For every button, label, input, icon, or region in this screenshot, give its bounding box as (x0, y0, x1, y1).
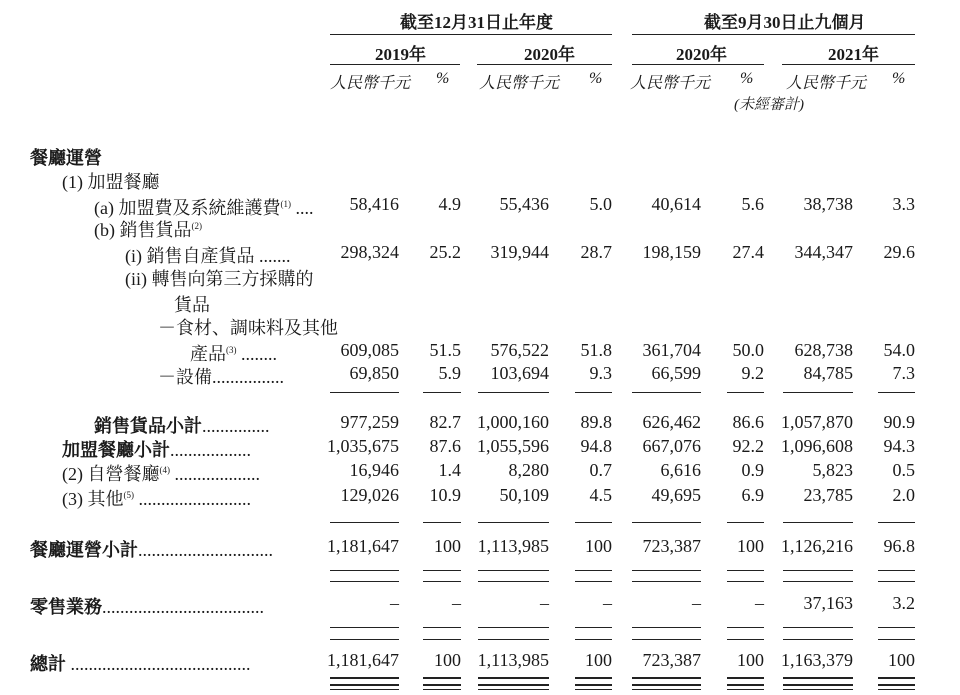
subtotal-rule (575, 570, 612, 571)
total-double-rule (478, 677, 549, 686)
row-label: (1) 加盟餐廳 (62, 172, 160, 192)
value-cell-2021-pct: 2.0 (892, 485, 915, 505)
subtotal-rule (878, 392, 915, 393)
total-double-rule (423, 677, 461, 686)
subtotal-rule (727, 570, 764, 571)
subtotal-rule (478, 570, 549, 571)
value-cell-2020-9m-rmb: 198,159 (642, 242, 701, 262)
value-cell-2020-9m-pct: 6.9 (741, 485, 764, 505)
pct-label-2019: % (436, 70, 450, 87)
subtotal-rule (575, 522, 612, 523)
total-double-rule (878, 677, 915, 686)
subtotal-rule (783, 522, 853, 523)
row-label: (b) 銷售貨品$^{(2)}$ (94, 220, 202, 240)
value-cell-2019-pct: 51.5 (429, 340, 461, 360)
value-cell-2020fy-rmb: 1,113,985 (477, 650, 549, 670)
value-cell-2021-rmb: 1,057,870 (781, 412, 853, 432)
value-cell-2019-rmb: 1,181,647 (327, 536, 399, 556)
value-cell-2020fy-pct: 94.8 (580, 436, 612, 456)
value-cell-2020fy-pct: 100 (585, 650, 612, 670)
subtotal-rule (478, 627, 549, 628)
subtotal-rule (330, 581, 399, 582)
subtotal-rule (632, 581, 701, 582)
value-cell-2019-rmb: 129,026 (340, 485, 399, 505)
value-cell-2021-pct: 3.2 (892, 593, 915, 613)
subtotal-rule (727, 639, 764, 640)
value-cell-2020fy-rmb: 576,522 (490, 340, 549, 360)
value-cell-2020-9m-pct: 86.6 (732, 412, 764, 432)
value-cell-2021-pct: 90.9 (883, 412, 915, 432)
subtotal-rule (330, 392, 399, 393)
total-double-rule (575, 689, 612, 690)
value-cell-2020fy-pct: 89.8 (580, 412, 612, 432)
value-cell-2020-9m-rmb: 66,599 (651, 363, 701, 383)
value-cell-2020-9m-pct: 92.2 (732, 436, 764, 456)
subtotal-rule (727, 392, 764, 393)
subtotal-rule (727, 522, 764, 523)
year-header-2020-9m: 2020年 (676, 45, 727, 64)
value-cell-2019-pct: – (452, 593, 461, 613)
value-cell-2020fy-rmb: 1,113,985 (477, 536, 549, 556)
value-cell-2021-rmb: 344,347 (794, 242, 853, 262)
value-cell-2019-rmb: – (390, 593, 399, 613)
value-cell-2020fy-pct: 9.3 (589, 363, 612, 383)
value-cell-2020fy-pct: 100 (585, 536, 612, 556)
row-label: 貨品 (174, 295, 210, 315)
value-cell-2020-9m-pct: 5.6 (741, 194, 764, 214)
subtotal-rule (878, 570, 915, 571)
value-cell-2019-pct: 82.7 (429, 412, 461, 432)
subtotal-rule (783, 627, 853, 628)
subtotal-rule (783, 392, 853, 393)
value-cell-2020fy-pct: 4.5 (589, 485, 612, 505)
value-cell-2021-rmb: 1,126,216 (781, 536, 853, 556)
row-label: (a) 加盟費及系統維護費$^{(1)}$ .... (94, 198, 314, 218)
value-cell-2021-pct: 100 (888, 650, 915, 670)
subtotal-rule (783, 570, 853, 571)
subtotal-rule (632, 392, 701, 393)
subtotal-rule (783, 639, 853, 640)
value-cell-2019-rmb: 1,035,675 (327, 436, 399, 456)
row-label: (ii) 轉售向第三方採購的 (125, 269, 314, 289)
total-double-rule (783, 689, 853, 690)
total-double-rule (727, 677, 764, 686)
value-cell-2021-rmb: 5,823 (812, 460, 853, 480)
subtotal-rule (727, 581, 764, 582)
value-cell-2021-rmb: 84,785 (803, 363, 853, 383)
subtotal-rule (783, 581, 853, 582)
value-cell-2019-pct: 5.9 (438, 363, 461, 383)
value-cell-2020fy-rmb: 103,694 (490, 363, 549, 383)
row-label: 加盟餐廳小計.................. (62, 440, 251, 460)
value-cell-2020-9m-pct: 9.2 (741, 363, 764, 383)
row-label: －食材、調味料及其他 (158, 318, 338, 338)
row-label: 零售業務.................................... (30, 597, 264, 617)
unit-label-2020-fy: 人民幣千元 (479, 75, 560, 92)
subtotal-rule (330, 570, 399, 571)
subtotal-rule (478, 392, 549, 393)
header-rule-fy (330, 34, 612, 35)
value-cell-2020-9m-rmb: 626,462 (642, 412, 701, 432)
value-cell-2021-rmb: 1,163,379 (781, 650, 853, 670)
value-cell-2019-rmb: 69,850 (349, 363, 399, 383)
value-cell-2020fy-pct: 28.7 (580, 242, 612, 262)
total-double-rule (783, 677, 853, 686)
value-cell-2020-9m-rmb: 723,387 (642, 536, 701, 556)
subtotal-rule (330, 627, 399, 628)
value-cell-2020fy-rmb: 50,109 (499, 485, 549, 505)
value-cell-2020fy-pct: 51.8 (580, 340, 612, 360)
subtotal-rule (330, 522, 399, 523)
value-cell-2020-9m-pct: – (755, 593, 764, 613)
total-double-rule (727, 689, 764, 690)
value-cell-2020-9m-rmb: 723,387 (642, 650, 701, 670)
unit-label-2019: 人民幣千元 (330, 75, 411, 92)
value-cell-2020fy-rmb: 1,055,596 (477, 436, 549, 456)
value-cell-2021-pct: 0.5 (892, 460, 915, 480)
subtotal-rule (632, 570, 701, 571)
subtotal-rule (878, 581, 915, 582)
value-cell-2019-pct: 100 (434, 650, 461, 670)
subtotal-rule (423, 639, 461, 640)
subtotal-rule (423, 392, 461, 393)
row-label: 餐廳運營 (30, 148, 102, 168)
value-cell-2021-pct: 94.3 (883, 436, 915, 456)
value-cell-2020-9m-pct: 100 (737, 650, 764, 670)
value-cell-2021-pct: 96.8 (883, 536, 915, 556)
row-label: (2) 自營餐廳$^{(4)}$ ................... (62, 464, 260, 484)
value-cell-2021-rmb: 37,163 (803, 593, 853, 613)
value-cell-2019-pct: 4.9 (438, 194, 461, 214)
subtotal-rule (878, 627, 915, 628)
subtotal-rule (330, 639, 399, 640)
unaudited-note: (未經審計) (734, 97, 804, 113)
header-rule-9m (632, 34, 915, 35)
subtotal-rule (423, 570, 461, 571)
value-cell-2021-rmb: 38,738 (803, 194, 853, 214)
row-label: 餐廳運營小計.............................. (30, 540, 273, 560)
year-rule-2020-fy (477, 64, 612, 65)
year-header-2021: 2021年 (828, 45, 879, 64)
value-cell-2019-pct: 100 (434, 536, 461, 556)
value-cell-2019-rmb: 1,181,647 (327, 650, 399, 670)
period-header-nine-months: 截至9月30日止九個月 (704, 13, 866, 32)
total-double-rule (330, 677, 399, 686)
subtotal-rule (575, 392, 612, 393)
subtotal-rule (478, 581, 549, 582)
value-cell-2020fy-pct: 5.0 (589, 194, 612, 214)
value-cell-2020fy-rmb: 1,000,160 (477, 412, 549, 432)
value-cell-2020-9m-rmb: 667,076 (642, 436, 701, 456)
year-header-2020-fy: 2020年 (524, 45, 575, 64)
value-cell-2021-rmb: 1,096,608 (781, 436, 853, 456)
year-header-2019: 2019年 (375, 45, 426, 64)
row-label: －設備................ (158, 367, 284, 387)
subtotal-rule (575, 581, 612, 582)
total-double-rule (878, 689, 915, 690)
unit-label-2021: 人民幣千元 (786, 75, 867, 92)
total-double-rule (478, 689, 549, 690)
subtotal-rule (575, 627, 612, 628)
value-cell-2021-pct: 29.6 (883, 242, 915, 262)
subtotal-rule (727, 627, 764, 628)
value-cell-2020-9m-pct: 50.0 (732, 340, 764, 360)
value-cell-2020-9m-pct: 27.4 (732, 242, 764, 262)
total-double-rule (632, 689, 701, 690)
row-label: (i) 銷售自產貨品 ....... (125, 246, 291, 266)
row-label: 總計 ........................................ (30, 654, 251, 674)
pct-label-2021: % (892, 70, 906, 87)
subtotal-rule (575, 639, 612, 640)
pct-label-2020-9m: % (740, 70, 754, 87)
value-cell-2019-pct: 87.6 (429, 436, 461, 456)
value-cell-2019-pct: 10.9 (429, 485, 461, 505)
value-cell-2021-pct: 3.3 (892, 194, 915, 214)
value-cell-2020fy-pct: – (603, 593, 612, 613)
total-double-rule (632, 677, 701, 686)
value-cell-2019-rmb: 298,324 (340, 242, 399, 262)
total-double-rule (423, 689, 461, 690)
year-rule-2019 (330, 64, 460, 65)
value-cell-2020fy-rmb: 319,944 (490, 242, 549, 262)
year-rule-2020-9m (632, 64, 764, 65)
value-cell-2020fy-rmb: 55,436 (499, 194, 549, 214)
value-cell-2020-9m-rmb: 6,616 (660, 460, 701, 480)
value-cell-2020fy-rmb: – (540, 593, 549, 613)
value-cell-2020-9m-rmb: 49,695 (651, 485, 701, 505)
subtotal-rule (632, 627, 701, 628)
row-label: 產品$^{(3)}$ ........ (190, 344, 277, 364)
value-cell-2019-rmb: 58,416 (349, 194, 399, 214)
subtotal-rule (423, 627, 461, 628)
value-cell-2020fy-pct: 0.7 (589, 460, 612, 480)
value-cell-2020-9m-pct: 0.9 (741, 460, 764, 480)
value-cell-2021-rmb: 23,785 (803, 485, 853, 505)
subtotal-rule (878, 522, 915, 523)
period-header-fiscal-year: 截至12月31日止年度 (400, 13, 553, 32)
value-cell-2019-pct: 25.2 (429, 242, 461, 262)
pct-label-2020-fy: % (589, 70, 603, 87)
subtotal-rule (478, 639, 549, 640)
unit-label-2020-9m: 人民幣千元 (630, 75, 711, 92)
total-double-rule (575, 677, 612, 686)
subtotal-rule (632, 639, 701, 640)
value-cell-2020-9m-rmb: 40,614 (651, 194, 701, 214)
subtotal-rule (632, 522, 701, 523)
value-cell-2021-pct: 54.0 (883, 340, 915, 360)
subtotal-rule (423, 581, 461, 582)
value-cell-2020fy-rmb: 8,280 (508, 460, 549, 480)
value-cell-2019-rmb: 609,085 (340, 340, 399, 360)
subtotal-rule (478, 522, 549, 523)
value-cell-2021-pct: 7.3 (892, 363, 915, 383)
total-double-rule (330, 689, 399, 690)
subtotal-rule (878, 639, 915, 640)
year-rule-2021 (782, 64, 915, 65)
value-cell-2020-9m-rmb: – (692, 593, 701, 613)
value-cell-2019-rmb: 977,259 (340, 412, 399, 432)
value-cell-2020-9m-rmb: 361,704 (642, 340, 701, 360)
subtotal-rule (423, 522, 461, 523)
value-cell-2019-pct: 1.4 (438, 460, 461, 480)
row-label: (3) 其他$^{(5)}$ ......................... (62, 489, 251, 509)
value-cell-2021-rmb: 628,738 (794, 340, 853, 360)
row-label: 銷售貨品小計............... (94, 416, 270, 436)
value-cell-2020-9m-pct: 100 (737, 536, 764, 556)
value-cell-2019-rmb: 16,946 (349, 460, 399, 480)
